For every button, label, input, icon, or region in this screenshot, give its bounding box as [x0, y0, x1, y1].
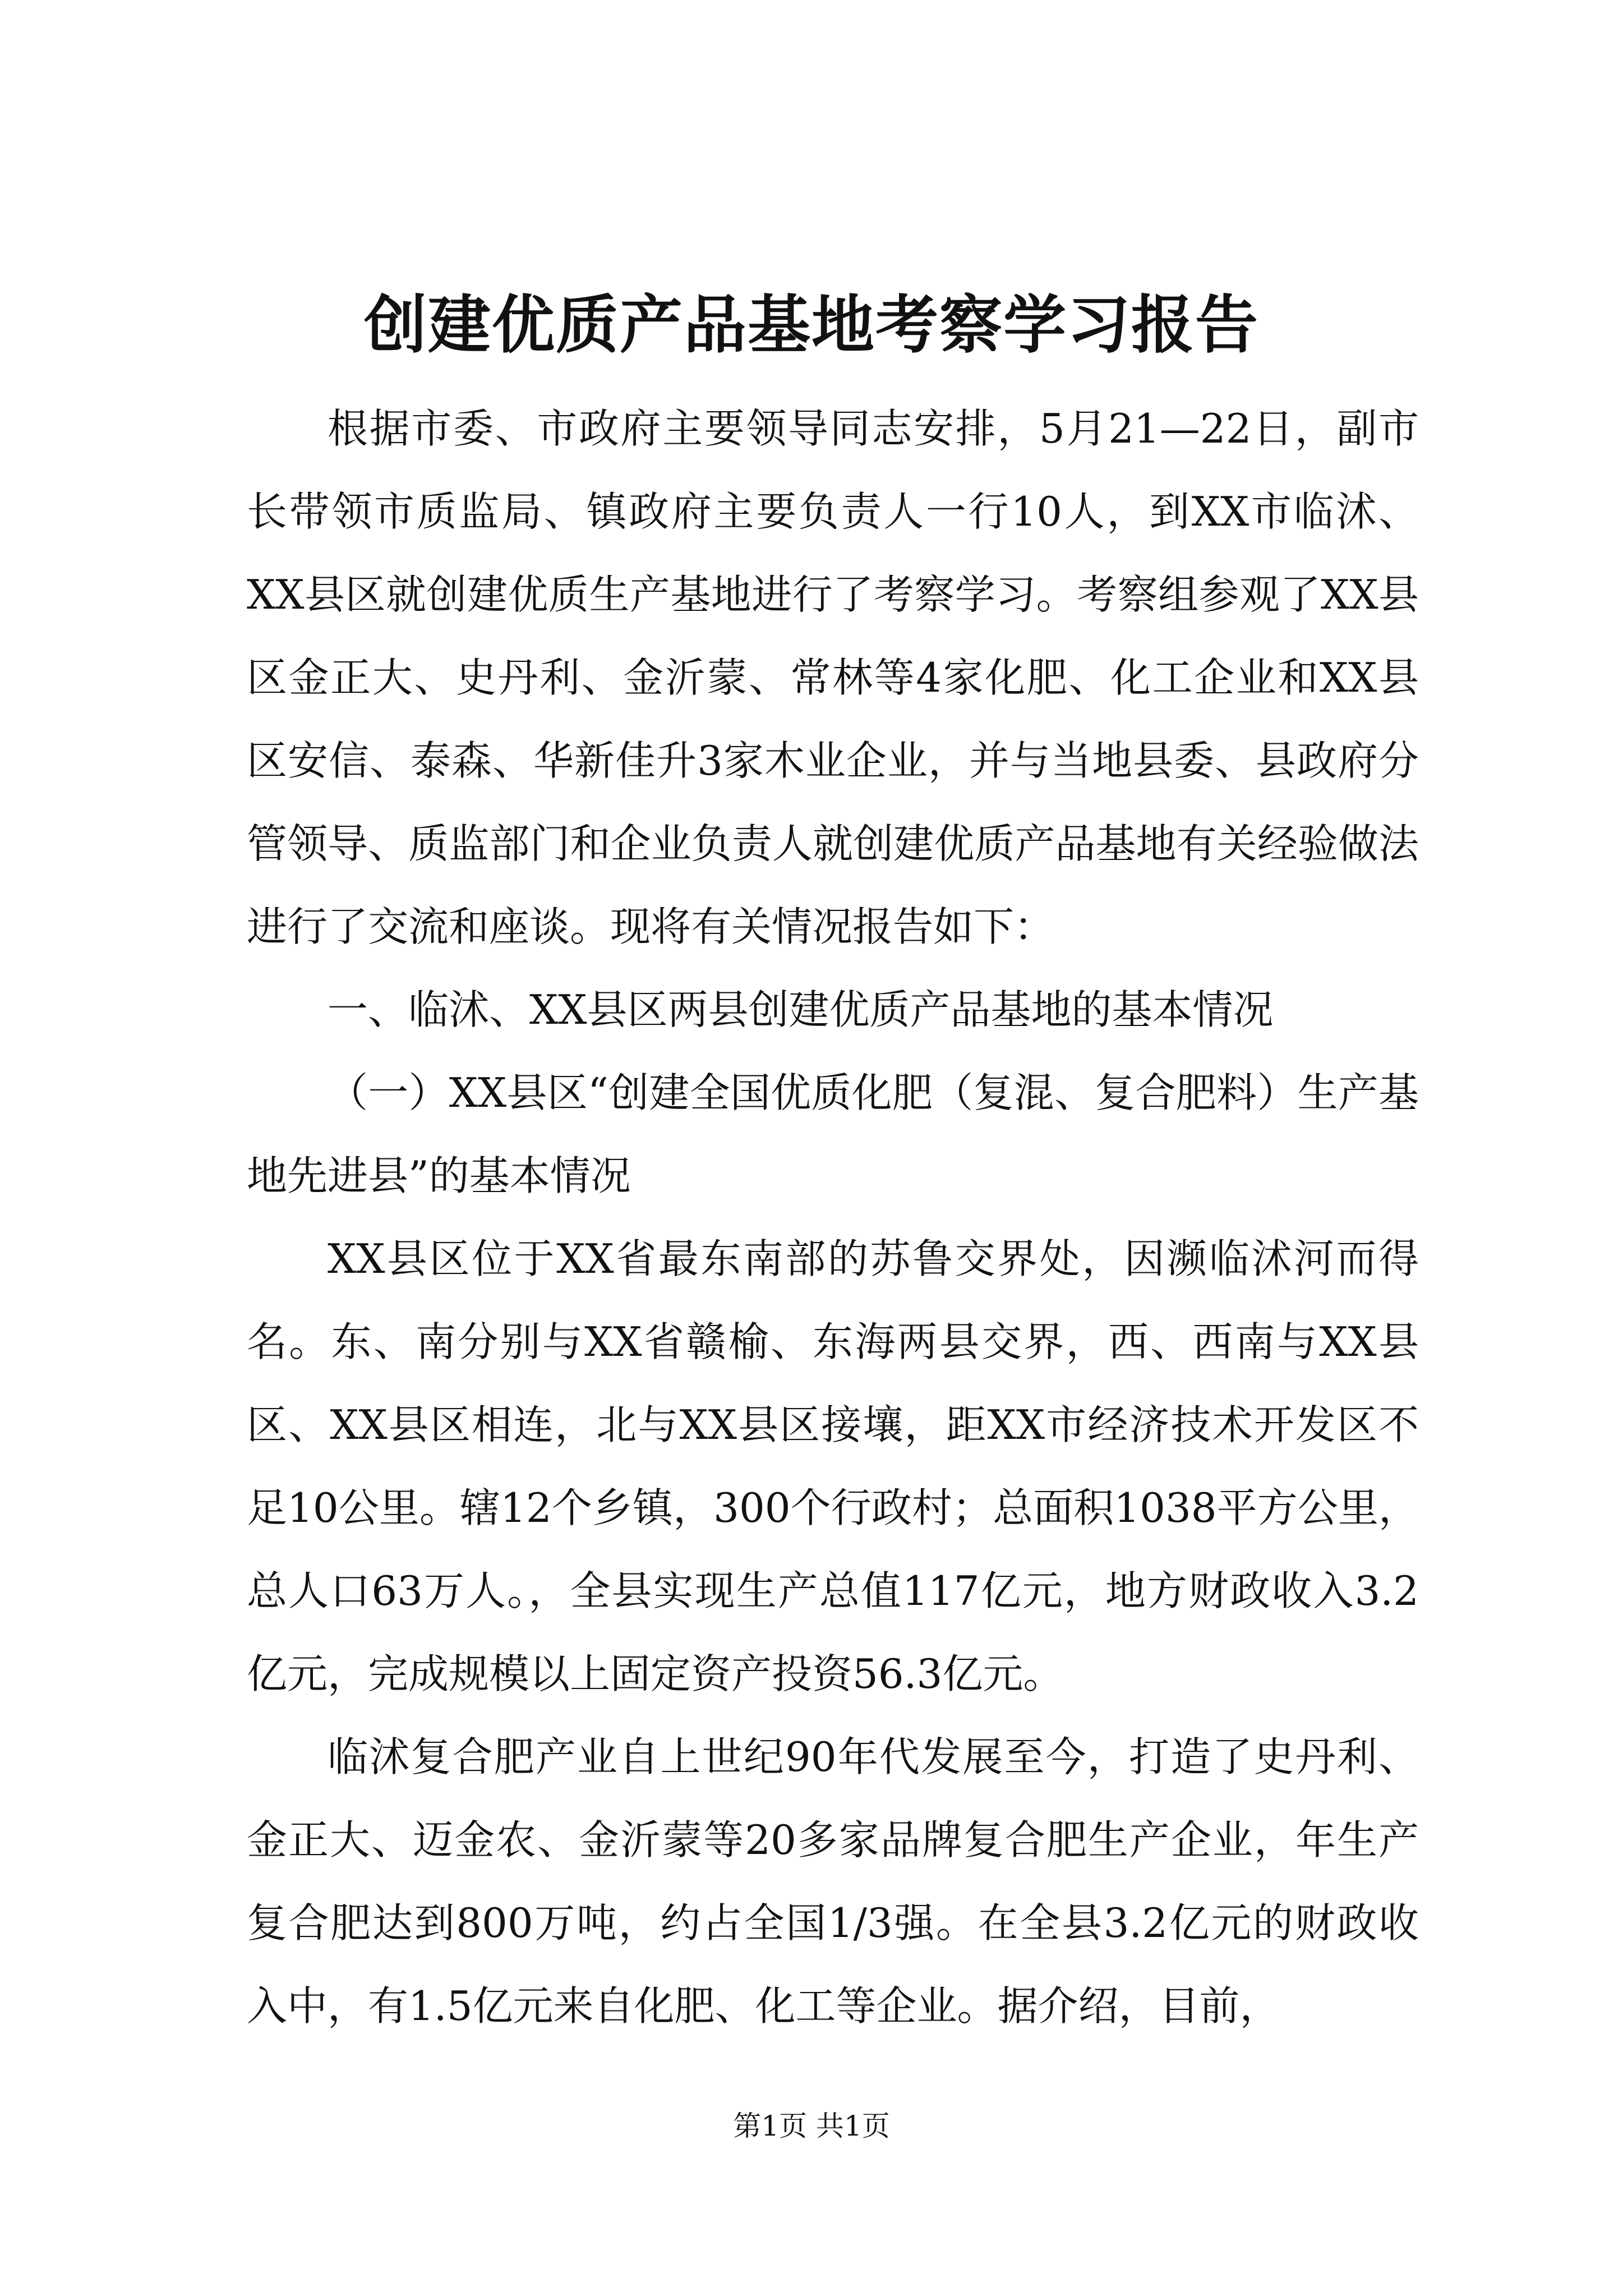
section-heading-1: 一、临沭、XX县区两县创建优质产品基地的基本情况	[328, 986, 1274, 1033]
paragraph-intro: 根据市委、市政府主要领导同志安排，5月21—22日，副市长带领市质监局、镇政府主要负责人一行10人，到XX市临沭、XX县区就创建优质生产基地进行了考察学习。考察组参观了XX县区金正大、史丹利、金沂蒙、常林等4家化肥、化工企业和XX县区安信、泰森、华新佳升3家木业企业，并与当地县委、县政府分管领导、质监部门和企业负责人就创建优质产品基地有关经验做法进行了交流和座谈。现将有关情况报告如下：	[247, 405, 1419, 950]
paragraph-county-overview: XX县区位于XX省最东南部的苏鲁交界处，因濒临沭河而得名。东、南分别与XX省赣榆、东海两县交界，西、西南与XX县区、XX县区相连，北与XX县区接壤，距XX市经济技术开发区不足10公里。辖12个乡镇，300个行政村；总面积1038平方公里，总人口63万人。，全县实现生产总值117亿元，地方财政收入3.2亿元，完成规模以上固定资产投资56.3亿元。	[247, 1235, 1419, 1697]
document-title: 创建优质产品基地考察学习报告	[364, 288, 1259, 362]
paragraph-fertilizer-industry: 临沭复合肥产业自上世纪90年代发展至今，打造了史丹利、金正大、迈金农、金沂蒙等20多家品牌复合肥生产企业，年生产复合肥达到800万吨，约占全国1/3强。在全县3.2亿元的财政收入中，有1.5亿元来自化肥、化工等企业。据介绍，目前，	[247, 1733, 1419, 2030]
subsection-heading-1: （一）XX县区“创建全国优质化肥（复混、复合肥料）生产基地先进县”的基本情况	[247, 1069, 1419, 1199]
document-body	[247, 387, 1419, 2047]
page-footer: 第1页 共1页	[733, 2110, 890, 2142]
